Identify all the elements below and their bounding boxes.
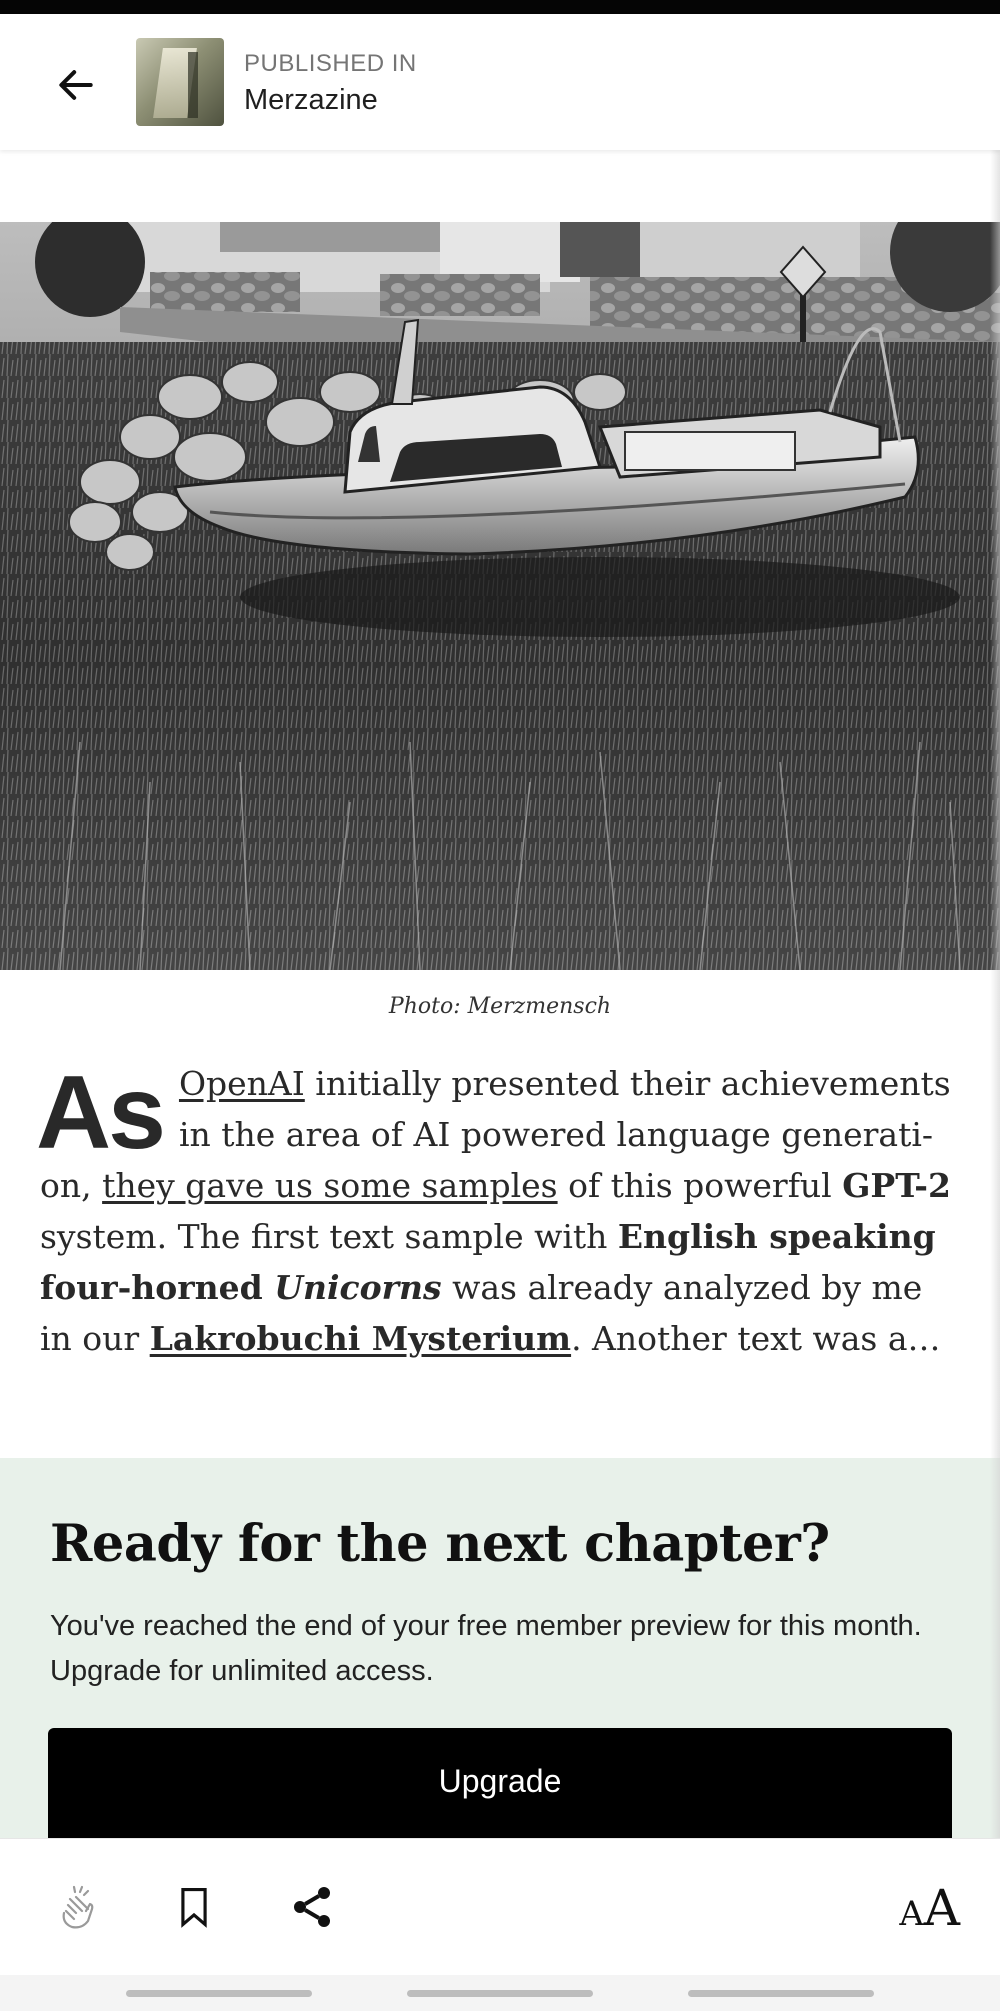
share-button[interactable] <box>284 1879 340 1935</box>
text-size-button[interactable] <box>899 1879 960 1937</box>
paywall-title: Ready for the next chapter? <box>50 1514 830 1574</box>
text-segment: system. The first text sample with <box>40 1217 618 1256</box>
nav-pill-left[interactable] <box>126 1990 312 1997</box>
arrow-left-icon <box>54 63 98 107</box>
share-icon <box>288 1883 336 1931</box>
link-openai[interactable]: OpenAI <box>178 1064 305 1103</box>
status-bar <box>0 0 1000 14</box>
published-in-label: PUBLISHED IN <box>244 50 417 77</box>
bold-english: English speaking four-horned <box>40 1217 936 1307</box>
bold-italic-unicorns: Unicorns <box>274 1268 442 1307</box>
boat-photo-image <box>0 222 1000 970</box>
text-segment: . Another text was a… <box>571 1319 941 1358</box>
text-size-small-a: A <box>899 1894 924 1934</box>
publication-name[interactable]: Merzazine <box>244 84 378 116</box>
bottom-toolbar <box>0 1838 1000 1975</box>
back-button[interactable] <box>50 59 102 111</box>
nav-pill-right[interactable] <box>688 1990 874 1997</box>
photo-caption: Photo: Merzmensch <box>388 994 612 1019</box>
text-segment: initially presented their achievements in the area of AI powered language generati-on, <box>40 1064 951 1205</box>
nav-pill-center[interactable] <box>407 1990 593 1997</box>
upgrade-button[interactable]: Upgrade <box>48 1728 952 1848</box>
clap-icon <box>54 1883 102 1931</box>
bookmark-button[interactable] <box>166 1879 222 1935</box>
bold-gpt2: GPT-2 <box>842 1166 951 1205</box>
publication-avatar[interactable] <box>136 38 224 126</box>
top-app-bar <box>0 14 1000 150</box>
clap-button[interactable] <box>50 1879 106 1935</box>
drop-cap: As <box>36 1055 163 1171</box>
system-nav-bar <box>0 1974 1000 2011</box>
article-photo <box>0 222 1000 970</box>
text-segment: of this powerful <box>557 1166 843 1205</box>
link-samples[interactable]: they gave us some samples <box>102 1166 558 1205</box>
text-segment: was already analyzed by me in our <box>40 1268 923 1358</box>
article-paragraph <box>36 1055 960 1364</box>
bookmark-icon <box>175 1886 213 1928</box>
scroll-edge <box>990 150 1000 1840</box>
paywall-panel <box>0 1458 1000 1838</box>
link-lakrobuchi[interactable]: Lakrobuchi Mysterium <box>149 1319 572 1358</box>
text-size-big-a: A <box>923 1879 960 1937</box>
paywall-description: You've reached the end of your free member preview for this month. Upgrade for unlimited access. <box>50 1610 922 1687</box>
